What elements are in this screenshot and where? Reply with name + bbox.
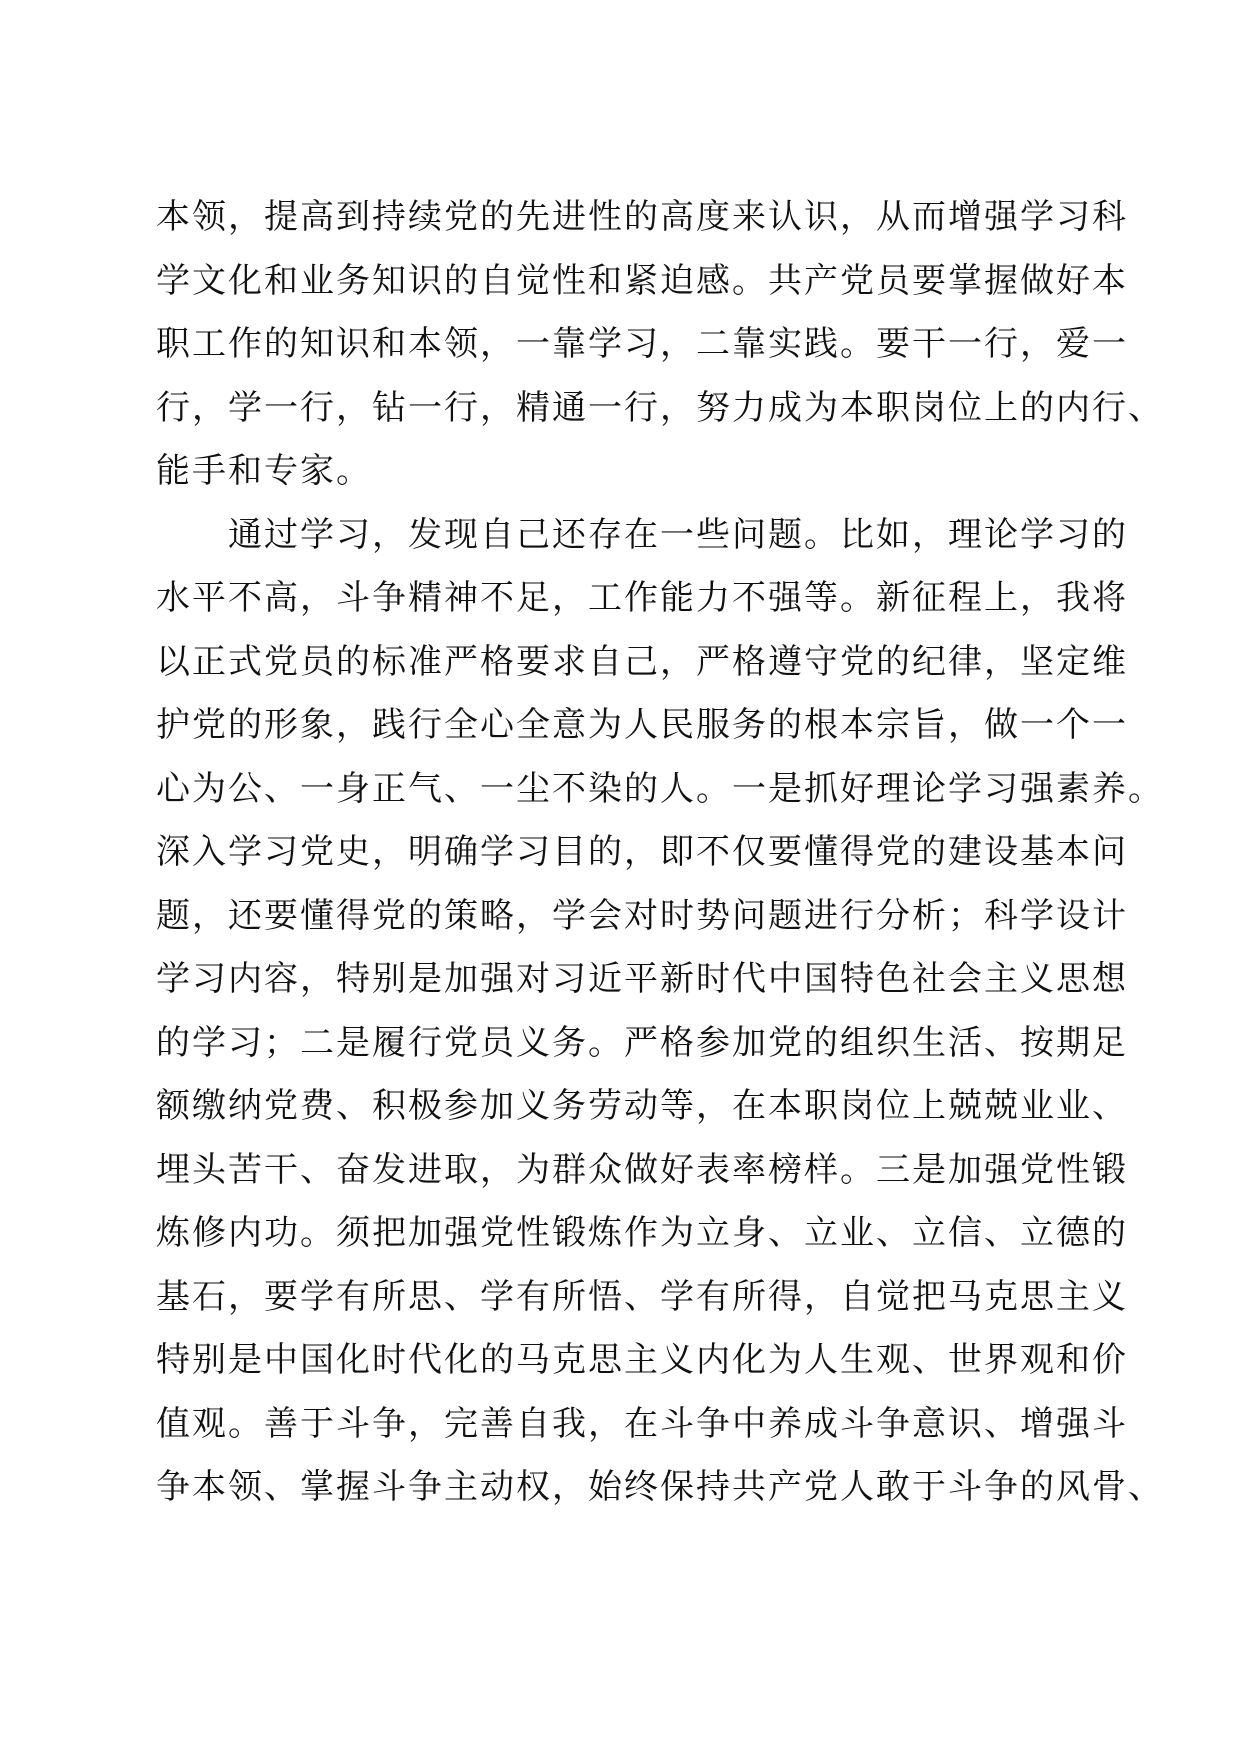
- text-line: 炼修内功。须把加强党性锻炼作为立身、立业、立信、立德的: [156, 1213, 1128, 1253]
- text-line: 基石，要学有所思、学有所悟、学有所得，自觉把马克思主义: [156, 1276, 1128, 1317]
- paragraph-1: [156, 186, 1164, 504]
- text-line: 职工作的知识和本领，一靠学习，二靠实践。要干一行，爱一: [156, 324, 1128, 364]
- text-line: 行，学一行，钻一行，精通一行，努力成为本职岗位上的内行、: [156, 387, 1164, 428]
- text-line: 特别是中国化时代化的马克思主义内化为人生观、世界观和价: [156, 1340, 1128, 1380]
- text-line: 以正式党员的标准严格要求自己，严格遵守党的纪律，坚定维: [156, 641, 1128, 682]
- text-line: 水平不高，斗争精神不足，工作能力不强等。新征程上，我将: [156, 578, 1128, 618]
- text-line: 心为公、一身正气、一尘不染的人。一是抓好理论学习强素养。: [156, 768, 1164, 809]
- text-line: 学习内容，特别是加强对习近平新时代中国特色社会主义思想: [156, 959, 1128, 999]
- text-line: 题，还要懂得党的策略，学会对时势问题进行分析；科学设计: [156, 895, 1128, 936]
- text-line: 深入学习党史，明确学习目的，即不仅要懂得党的建设基本问: [156, 832, 1128, 872]
- text-line: 额缴纳党费、积极参加义务劳动等，在本职岗位上兢兢业业、: [156, 1086, 1128, 1126]
- text-line: 学文化和业务知识的自觉性和紧迫感。共产党员要掌握做好本: [156, 260, 1128, 301]
- text-line: 争本领、掌握斗争主动权，始终保持共产党人敢于斗争的风骨、: [156, 1467, 1164, 1507]
- text-line: 通过学习，发现自己还存在一些问题。比如，理论学习的: [228, 514, 1128, 555]
- text-line: 值观。善于斗争，完善自我，在斗争中养成斗争意识、增强斗: [156, 1403, 1128, 1444]
- text-line: 埋头苦干、奋发进取，为群众做好表率榜样。三是加强党性锻: [156, 1149, 1128, 1190]
- text-line: 护党的形象，践行全心全意为人民服务的根本宗旨，做一个一: [156, 705, 1128, 745]
- text-line: 的学习；二是履行党员义务。严格参加党的组织生活、按期足: [156, 1022, 1128, 1063]
- paragraph-2: [156, 504, 1164, 1520]
- document-body: [156, 186, 1164, 1520]
- text-line: 本领，提高到持续党的先进性的高度来认识，从而增强学习科: [156, 197, 1128, 237]
- text-line: 能手和专家。: [156, 451, 372, 491]
